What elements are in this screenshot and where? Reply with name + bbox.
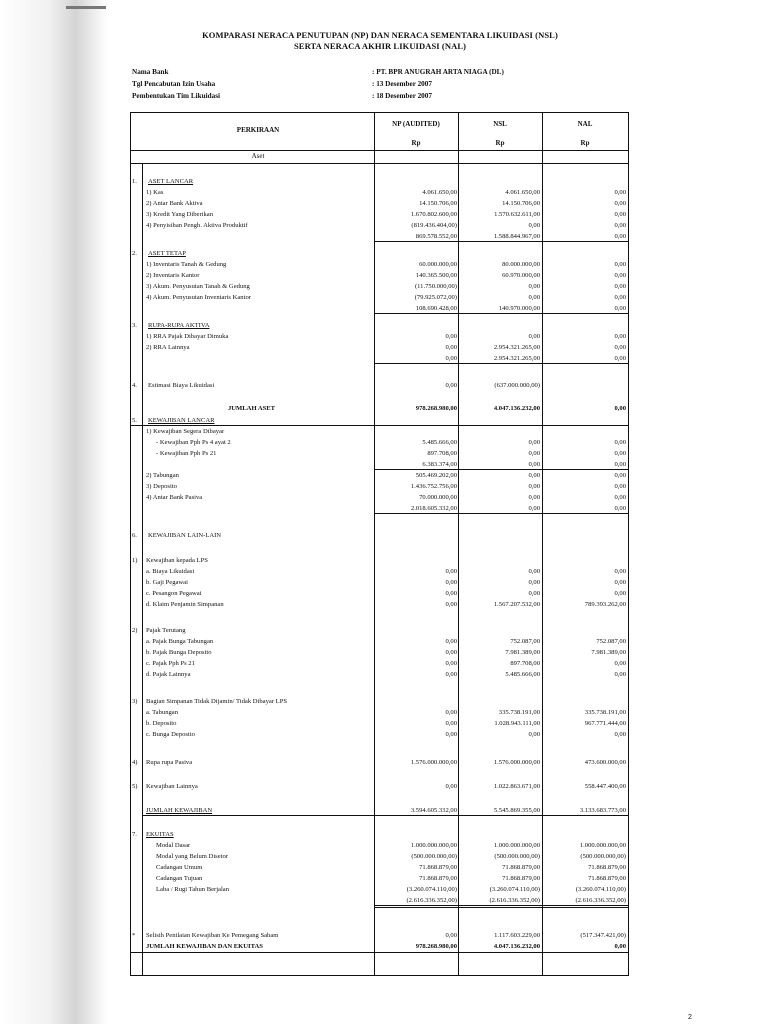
subtotal-rule xyxy=(374,907,628,908)
nsl-value: 0,00 xyxy=(528,439,540,446)
row-description: Kewajiban Lainnya xyxy=(146,783,198,790)
row-description: KEWAJIBAN LAIN-LAIN xyxy=(148,532,222,539)
bank-info-value: : 18 Desember 2007 xyxy=(372,92,432,100)
table-row xyxy=(130,941,630,952)
row-description: 1) Kas xyxy=(146,189,164,196)
table-row xyxy=(130,481,630,492)
nal-value: 789.393.262,00 xyxy=(584,601,626,608)
table-row xyxy=(130,530,630,541)
row-description: - Kewajiban Pph Ps 21 xyxy=(156,450,217,457)
table-row xyxy=(130,636,630,647)
nal-value: 0,00 xyxy=(614,494,626,501)
np-value: 6.383.374,00 xyxy=(422,461,457,468)
table-row xyxy=(130,555,630,566)
nal-value: 0,00 xyxy=(614,272,626,279)
nsl-value: 897.708,00 xyxy=(510,660,540,667)
row-description: Modal yang Belum Disetor xyxy=(156,853,228,860)
page-number: 2 xyxy=(688,1014,692,1021)
table-row xyxy=(130,331,630,342)
nal-value: 473.600.000,00 xyxy=(584,759,626,766)
nsl-value: 4.047.136.232,00 xyxy=(493,405,540,412)
np-value: 0,00 xyxy=(445,671,457,678)
np-value: 897.708,00 xyxy=(427,450,457,457)
row-description: EKUITAS xyxy=(146,831,174,838)
np-value: 1.000.000.000,00 xyxy=(410,842,457,849)
row-description: Pajak Terutang xyxy=(146,627,186,634)
row-description: b. Deposito xyxy=(146,720,177,727)
row-description: d. Pajak Lainnya xyxy=(146,671,191,678)
row-description: Cadangan Umum xyxy=(156,864,203,871)
table-row xyxy=(130,403,630,414)
table-row xyxy=(130,415,630,426)
nsl-value: (2.616.336.352,00) xyxy=(489,897,540,904)
table-row xyxy=(130,696,630,707)
nal-value: (517.347.421,00) xyxy=(580,932,626,939)
row-description: 2) Inventaris Kantor xyxy=(146,272,200,279)
row-description: KEWAJIBAN LANCAR xyxy=(148,417,215,424)
nsl-value: 1.000.000.000,00 xyxy=(493,842,540,849)
aset-rule xyxy=(130,163,629,164)
table-row xyxy=(130,503,630,514)
np-value: 0,00 xyxy=(445,590,457,597)
nsl-value: 4.047.136.232,00 xyxy=(493,943,540,950)
table-row xyxy=(130,320,630,331)
document-title-line1: KOMPARASI NERACA PENUTUPAN (NP) DAN NERACA SEMENTARA LIKUIDASI (NSL) xyxy=(202,30,558,40)
table-row xyxy=(130,707,630,718)
row-description: 1) Kewajiban Segera Dibayar xyxy=(146,428,225,435)
header-np: NP (AUDITED) xyxy=(392,120,440,128)
table-row xyxy=(130,248,630,259)
table-row xyxy=(130,588,630,599)
header-nsl-currency: Rp xyxy=(495,139,505,147)
row-description: Laba / Rugi Tahun Berjalan xyxy=(156,886,230,893)
row-description: 4) Penyisihan Pengh. Aktiva Produktif xyxy=(146,222,248,229)
table-row xyxy=(130,292,630,303)
nsl-value: 0,00 xyxy=(528,494,540,501)
row-description: a. Tabungan xyxy=(146,709,179,716)
row-description: Rupa rupa Pasiva xyxy=(146,759,193,766)
table-row xyxy=(130,577,630,588)
nal-value: 0,00 xyxy=(614,305,626,312)
table-row xyxy=(130,884,630,895)
nal-value: 0,00 xyxy=(614,222,626,229)
table-row xyxy=(130,270,630,281)
row-description: JUMLAH ASET xyxy=(228,405,276,412)
table-row xyxy=(130,492,630,503)
header-np-currency: Rp xyxy=(411,139,421,147)
np-value: 0,00 xyxy=(445,601,457,608)
row-description: b. Gaji Pegawai xyxy=(146,579,188,586)
table-row xyxy=(130,805,630,816)
nal-value: 0,00 xyxy=(614,405,626,412)
nsl-value: 0,00 xyxy=(528,294,540,301)
np-value: 1.670.802.600,00 xyxy=(410,211,457,218)
row-description: Selisih Penilaian Kewajiban Ke Pemegang Saham xyxy=(146,932,279,939)
row-description: Bagian Simpanan Tidak Dijamin/ Tidak Dibayar LPS xyxy=(146,698,288,705)
document-title-line2: SERTA NERACA AKHIR LIKUIDASI (NAL) xyxy=(293,41,467,51)
nal-value: 335.738.191,00 xyxy=(584,709,626,716)
np-value: 0,00 xyxy=(445,344,457,351)
nal-value: 0,00 xyxy=(614,461,626,468)
row-description: RUPA-RUPA AKTIVA xyxy=(148,322,210,329)
np-value: 978.268.980,00 xyxy=(415,405,457,412)
table-border-bottom xyxy=(130,975,629,976)
aset-section-header: Aset xyxy=(251,152,265,160)
table-row xyxy=(130,448,630,459)
nal-value: 0,00 xyxy=(614,283,626,290)
np-value: (11.750.000,00) xyxy=(414,283,457,290)
np-value: 5.485.666,00 xyxy=(422,439,457,446)
nal-value: (3.260.074.110,00) xyxy=(575,886,626,893)
row-number: 5. xyxy=(132,417,137,424)
nsl-value: 2.954.321.265,00 xyxy=(493,344,540,351)
row-number: 6. xyxy=(132,532,137,539)
nal-value: 0,00 xyxy=(614,483,626,490)
nsl-value: 0,00 xyxy=(528,483,540,490)
nal-value: 0,00 xyxy=(614,943,626,950)
row-description: 3) Kredit Yang Diberikan xyxy=(146,211,214,218)
nsl-value: 0,00 xyxy=(528,222,540,229)
np-value: 0,00 xyxy=(445,568,457,575)
nal-value: 71.868.879,00 xyxy=(588,864,626,871)
row-description: Estimasi Biaya Likuidasi xyxy=(148,382,215,389)
nsl-value: (637.000.000,00) xyxy=(494,382,540,389)
np-value: (500.000.000,00) xyxy=(411,853,457,860)
row-description: 4) Akum. Penyusutan Inventaris Kantor xyxy=(146,294,251,301)
row-description: ASET LANCAR xyxy=(148,178,194,185)
np-value: 0,00 xyxy=(445,720,457,727)
nal-value: (500.000.000,00) xyxy=(580,853,626,860)
table-row xyxy=(130,342,630,353)
table-row xyxy=(130,829,630,840)
nsl-value: 0,00 xyxy=(528,333,540,340)
nsl-value: 1.028.943.111,00 xyxy=(494,720,540,727)
table-row xyxy=(130,231,630,242)
nsl-value: 1.576.000.000,00 xyxy=(493,759,540,766)
np-value: (2.616.336.352,00) xyxy=(406,897,457,904)
row-description: a. Pajak Bunga Tabungan xyxy=(146,638,214,645)
np-value: 2.018.605.332,00 xyxy=(410,505,457,512)
np-value: 71.868.879,00 xyxy=(419,864,457,871)
nal-value: 0,00 xyxy=(614,505,626,512)
table-row xyxy=(130,220,630,231)
row-description: c. Pesangon Pegawai xyxy=(146,590,202,597)
nsl-value: 5.545.869.355,00 xyxy=(493,807,540,814)
np-value: 505.469.202,00 xyxy=(415,472,457,479)
nal-value: 0,00 xyxy=(614,660,626,667)
row-number: 3) xyxy=(132,698,138,705)
np-value: 0,00 xyxy=(445,638,457,645)
nal-value: 0,00 xyxy=(614,731,626,738)
nsl-value: 140.970.000,00 xyxy=(498,305,540,312)
table-row xyxy=(130,599,630,610)
nsl-value: 0,00 xyxy=(528,568,540,575)
nsl-value: 0,00 xyxy=(528,731,540,738)
nal-value: 3.133.683.773,00 xyxy=(579,807,626,814)
np-value: 0,00 xyxy=(445,731,457,738)
header-nal-currency: Rp xyxy=(580,139,590,147)
row-description: c. Pajak Pph Ps 21 xyxy=(146,660,195,667)
table-row xyxy=(130,426,630,437)
row-description: 1) RRA Pajak Dibayar Dimuka xyxy=(146,333,229,340)
table-row xyxy=(130,176,630,187)
nsl-value: 2.954.321.265,00 xyxy=(493,355,540,362)
table-row xyxy=(130,669,630,680)
np-value: 0,00 xyxy=(445,355,457,362)
table-row xyxy=(130,757,630,768)
row-description: JUMLAH KEWAJIBAN DAN EKUITAS xyxy=(146,943,263,950)
nsl-value: 14.150.706,00 xyxy=(502,200,540,207)
nal-value: 7.981.389,00 xyxy=(591,649,626,656)
row-description: ASET TETAP xyxy=(148,250,186,257)
row-number: 1. xyxy=(132,178,137,185)
nal-value: 967.771.444,00 xyxy=(584,720,626,727)
row-number: 7. xyxy=(132,831,137,838)
nsl-value: 1.567.207.532,00 xyxy=(493,601,540,608)
nsl-value: 1.117.603.229,00 xyxy=(494,932,540,939)
row-description: 4) Antar Bank Pasiva xyxy=(146,494,203,501)
nal-value: 752.087,00 xyxy=(596,638,626,645)
table-row xyxy=(130,718,630,729)
table-row xyxy=(130,566,630,577)
row-description: 1) Inventaris Tanah & Gedung xyxy=(146,261,227,268)
row-description: 2) Antar Bank Aktiva xyxy=(146,200,203,207)
row-description: 2) RRA Lainnya xyxy=(146,344,190,351)
nal-value: 0,00 xyxy=(614,294,626,301)
nal-value: 0,00 xyxy=(614,472,626,479)
row-number: * xyxy=(132,932,136,939)
header-nsl: NSL xyxy=(493,120,507,128)
nal-value: 0,00 xyxy=(614,671,626,678)
nsl-value: 1.022.863.671,00 xyxy=(493,783,540,790)
table-row xyxy=(130,625,630,636)
nal-value: 1.000.000.000,00 xyxy=(579,842,626,849)
nal-value: 0,00 xyxy=(614,355,626,362)
row-description: a. Biaya Likuidasi xyxy=(146,568,195,575)
np-value: 1.576.000.000,00 xyxy=(410,759,457,766)
np-value: 0,00 xyxy=(445,649,457,656)
table-row xyxy=(130,895,630,906)
bank-info-label: Pembentukan Tim Likuidasi xyxy=(132,92,221,100)
row-number: 2) xyxy=(132,627,138,634)
np-value: (819.436.404,00) xyxy=(411,222,457,229)
nsl-value: (500.000.000,00) xyxy=(494,853,540,860)
np-value: 60.000.000,00 xyxy=(419,261,457,268)
nal-value: 0,00 xyxy=(614,200,626,207)
table-border-top xyxy=(130,112,629,113)
table-row xyxy=(130,281,630,292)
nsl-value: 0,00 xyxy=(528,579,540,586)
table-row xyxy=(130,647,630,658)
table-row xyxy=(130,862,630,873)
nsl-value: 0,00 xyxy=(528,590,540,597)
np-value: 978.268.980,00 xyxy=(415,943,457,950)
row-description: JUMLAH KEWAJIBAN xyxy=(146,807,213,814)
np-value: 4.061.650,00 xyxy=(422,189,457,196)
spine-mark xyxy=(66,6,106,9)
np-value: 70.000.000,00 xyxy=(419,494,457,501)
np-value: 869.578.552,00 xyxy=(415,233,457,240)
row-number: 1) xyxy=(132,557,138,564)
nal-value: 0,00 xyxy=(614,344,626,351)
nal-value: 558.447.400,00 xyxy=(584,783,626,790)
nal-value: 0,00 xyxy=(614,189,626,196)
nal-value: 71.868.879,00 xyxy=(588,875,626,882)
row-description: c. Bunga Deposito xyxy=(146,731,195,738)
np-value: (79.925.072,00) xyxy=(414,294,457,301)
table-row xyxy=(130,380,630,391)
row-number: 5) xyxy=(132,783,138,790)
book-spine-shadow xyxy=(0,0,108,1024)
header-perkiraan: PERKIRAAN xyxy=(236,126,280,134)
nal-value: 0,00 xyxy=(614,233,626,240)
nal-value: 0,00 xyxy=(614,590,626,597)
table-row xyxy=(130,187,630,198)
table-row xyxy=(130,353,630,364)
table-row xyxy=(130,470,630,481)
nsl-value: 0,00 xyxy=(528,283,540,290)
table-row xyxy=(130,930,630,941)
np-value: 0,00 xyxy=(445,333,457,340)
nsl-value: 5.485.666,00 xyxy=(505,671,540,678)
row-description: 3) Akum. Penyusutan Tanah & Gedung xyxy=(146,283,250,290)
nal-value: 0,00 xyxy=(614,450,626,457)
nsl-value: 752.087,00 xyxy=(510,638,540,645)
row-number: 4. xyxy=(132,382,137,389)
nal-value: 0,00 xyxy=(614,211,626,218)
nal-value: 0,00 xyxy=(614,333,626,340)
row-description: - Kewajiban Pph Ps 4 ayat 2 xyxy=(156,439,231,446)
row-description: 2) Tabungan xyxy=(146,472,179,479)
table-row xyxy=(130,198,630,209)
nal-value: 0,00 xyxy=(614,439,626,446)
row-description: Cadangan Tujuan xyxy=(156,875,203,882)
row-description: Kewajiban kepada LPS xyxy=(146,557,208,564)
nal-value: 0,00 xyxy=(614,568,626,575)
np-value: 71.868.879,00 xyxy=(419,875,457,882)
nsl-value: 80.000.000,00 xyxy=(502,261,540,268)
nsl-value: 1.588.844.967,00 xyxy=(493,233,540,240)
row-number: 2. xyxy=(132,250,137,257)
np-value: (3.260.074.110,00) xyxy=(406,886,457,893)
bank-info-value: : 13 Desember 2007 xyxy=(372,80,432,88)
nsl-value: (3.260.074.110,00) xyxy=(489,886,540,893)
bank-info-value: : PT. BPR ANUGRAH ARTA NIAGA (DL) xyxy=(372,68,504,76)
row-description: Modal Dasar xyxy=(156,842,191,849)
table-row xyxy=(130,209,630,220)
np-value: 108.690.428,00 xyxy=(415,305,457,312)
nsl-value: 1.570.632.611,00 xyxy=(494,211,540,218)
np-value: 0,00 xyxy=(445,709,457,716)
row-description: 3) Deposito xyxy=(146,483,177,490)
nal-value: 0,00 xyxy=(614,579,626,586)
table-row xyxy=(130,658,630,669)
nsl-value: 0,00 xyxy=(528,505,540,512)
np-value: 140.365.500,00 xyxy=(415,272,457,279)
nsl-value: 0,00 xyxy=(528,461,540,468)
np-value: 3.594.605.332,00 xyxy=(410,807,457,814)
np-value: 0,00 xyxy=(445,660,457,667)
bank-info-label: Nama Bank xyxy=(132,68,169,76)
table-row xyxy=(130,459,630,470)
nsl-value: 0,00 xyxy=(528,472,540,479)
nsl-value: 60.970.000,00 xyxy=(502,272,540,279)
table-row xyxy=(130,851,630,862)
table-row xyxy=(130,437,630,448)
nsl-value: 4.061.650,00 xyxy=(505,189,540,196)
header-nal: NAL xyxy=(577,120,593,128)
table-row xyxy=(130,259,630,270)
row-number: 3. xyxy=(132,322,137,329)
np-value: 14.150.706,00 xyxy=(419,200,457,207)
table-row xyxy=(130,303,630,314)
table-row xyxy=(130,840,630,851)
nsl-value: 71.868.879,00 xyxy=(502,875,540,882)
nal-value: (2.616.336.352,00) xyxy=(575,897,626,904)
np-value: 0,00 xyxy=(445,579,457,586)
bank-info-label: Tgl Pencabutan Izin Usaha xyxy=(132,80,216,88)
nsl-value: 7.981.389,00 xyxy=(505,649,540,656)
row-description: b. Pajak Bunga Deposito xyxy=(146,649,212,656)
nsl-value: 71.868.879,00 xyxy=(502,864,540,871)
nsl-value: 335.738.191,00 xyxy=(498,709,540,716)
np-value: 0,00 xyxy=(445,382,457,389)
table-row xyxy=(130,781,630,792)
np-value: 0,00 xyxy=(445,783,457,790)
header-rule xyxy=(130,150,629,151)
np-value: 0,00 xyxy=(445,932,457,939)
row-number: 4) xyxy=(132,759,138,766)
table-row xyxy=(130,873,630,884)
np-value: 1.436.752.756,00 xyxy=(410,483,457,490)
footer-rule xyxy=(130,952,629,953)
row-description: d. Klaim Penjamin Simpanan xyxy=(146,601,224,608)
nal-value: 0,00 xyxy=(614,261,626,268)
nsl-value: 0,00 xyxy=(528,450,540,457)
table-row xyxy=(130,729,630,740)
